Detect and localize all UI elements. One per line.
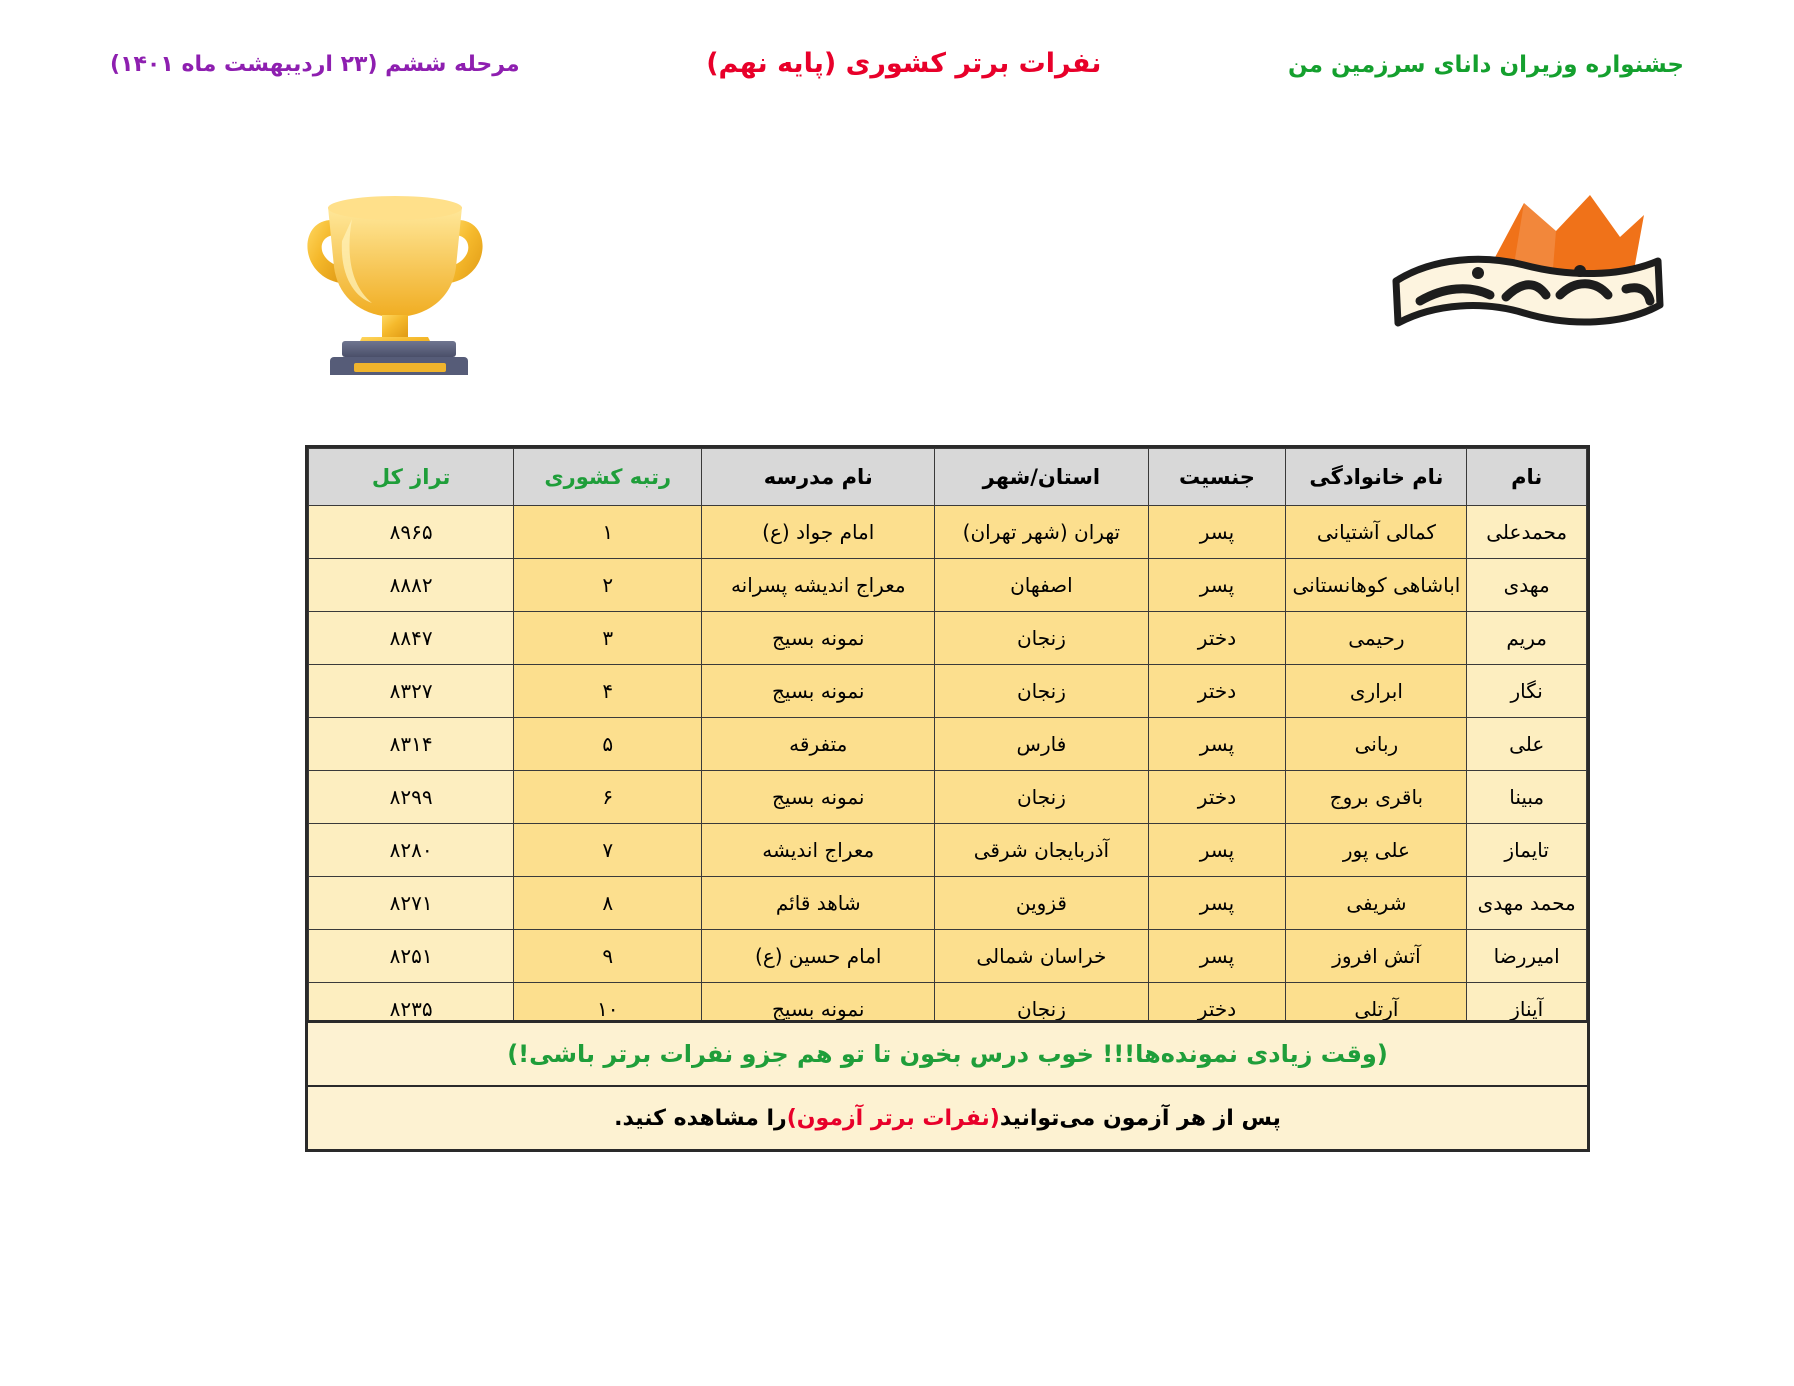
notes-box (305, 1020, 1590, 1152)
cell-name: مبینا (1467, 771, 1587, 824)
cell-rank: ۶ (514, 771, 702, 824)
vaziran-dana-logo-icon (1374, 185, 1674, 375)
cell-school: متفرقه (702, 718, 935, 771)
cell-province: اصفهان (935, 559, 1148, 612)
cell-gender: دختر (1148, 665, 1286, 718)
cell-rank: ۱۰ (514, 983, 702, 1036)
cell-school: شاهد قائم (702, 877, 935, 930)
cell-gender: پسر (1148, 930, 1286, 983)
table-row (309, 612, 1587, 665)
table-row (309, 559, 1587, 612)
cell-score: ۸۹۶۵ (309, 506, 514, 559)
cell-school: نمونه بسیج (702, 983, 935, 1036)
top-students-table-container (305, 445, 1590, 1039)
cell-gender: پسر (1148, 824, 1286, 877)
cell-name: محمد مهدی (1467, 877, 1587, 930)
cell-province: تهران (شهر تهران) (935, 506, 1148, 559)
trophy-icon (280, 175, 510, 375)
cell-score: ۸۳۲۷ (309, 665, 514, 718)
table-row (309, 930, 1587, 983)
cell-name: محمدعلی (1467, 506, 1587, 559)
cell-gender: دختر (1148, 771, 1286, 824)
cell-province: زنجان (935, 771, 1148, 824)
column-header-name: نام (1467, 449, 1587, 506)
cell-name: آیناز (1467, 983, 1587, 1036)
cell-score: ۸۲۵۱ (309, 930, 514, 983)
cell-family: باقری بروج (1286, 771, 1467, 824)
note-highlight: (نفرات برتر آزمون) (786, 1105, 1000, 1131)
cell-school: امام جواد (ع) (702, 506, 935, 559)
cell-family: کمالی آشتیانی (1286, 506, 1467, 559)
cell-name: نگار (1467, 665, 1587, 718)
table-body (309, 506, 1587, 1036)
trophy-illustration (280, 175, 510, 375)
column-header-rank: رتبه کشوری (514, 449, 702, 506)
column-header-family: نام خانوادگی (1286, 449, 1467, 506)
cell-gender: پسر (1148, 559, 1286, 612)
table-row (309, 877, 1587, 930)
column-header-score: تراز کل (309, 449, 514, 506)
cell-family: علی پور (1286, 824, 1467, 877)
cell-province: زنجان (935, 983, 1148, 1036)
brand-logo (1374, 185, 1674, 375)
cell-rank: ۵ (514, 718, 702, 771)
cell-province: خراسان شمالی (935, 930, 1148, 983)
cell-school: نمونه بسیج (702, 612, 935, 665)
cell-score: ۸۳۱۴ (309, 718, 514, 771)
note-text-before: پس از هر آزمون می‌توانید (999, 1105, 1281, 1131)
cell-province: قزوین (935, 877, 1148, 930)
cell-name: علی (1467, 718, 1587, 771)
cell-name: امیررضا (1467, 930, 1587, 983)
festival-title: جشنواره وزیران دانای سرزمین من (1288, 52, 1684, 78)
cell-score: ۸۲۳۵ (309, 983, 514, 1036)
column-header-gender: جنسیت (1148, 449, 1286, 506)
table-header-row (309, 449, 1587, 506)
table-row (309, 718, 1587, 771)
page-title: نفرات برتر کشوری (پایه نهم) (706, 48, 1102, 79)
cell-rank: ۳ (514, 612, 702, 665)
column-header-province: استان/شهر (935, 449, 1148, 506)
cell-family: آتش افروز (1286, 930, 1467, 983)
top-students-table (308, 448, 1587, 1036)
cell-name: تایماز (1467, 824, 1587, 877)
cell-score: ۸۲۹۹ (309, 771, 514, 824)
cell-school: نمونه بسیج (702, 771, 935, 824)
cell-score: ۸۸۴۷ (309, 612, 514, 665)
table-row (309, 665, 1587, 718)
cell-name: مریم (1467, 612, 1587, 665)
cell-school: معراج اندیشه پسرانه (702, 559, 935, 612)
cell-school: معراج اندیشه (702, 824, 935, 877)
cell-family: رحیمی (1286, 612, 1467, 665)
cell-score: ۸۲۷۱ (309, 877, 514, 930)
cell-family: ابراری (1286, 665, 1467, 718)
cell-gender: دختر (1148, 983, 1286, 1036)
cell-gender: پسر (1148, 506, 1286, 559)
column-header-school: نام مدرسه (702, 449, 935, 506)
cell-rank: ۹ (514, 930, 702, 983)
cell-school: امام حسین (ع) (702, 930, 935, 983)
motivation-note: (وقت زیادی نمونده‌ها!!! خوب درس بخون تا تو هم جزو نفرات برتر باشی!) (308, 1023, 1587, 1087)
cell-rank: ۴ (514, 665, 702, 718)
cell-score: ۸۲۸۰ (309, 824, 514, 877)
cell-family: شریفی (1286, 877, 1467, 930)
cell-province: فارس (935, 718, 1148, 771)
table-row (309, 506, 1587, 559)
cell-province: زنجان (935, 612, 1148, 665)
page-header (0, 48, 1794, 112)
cell-province: زنجان (935, 665, 1148, 718)
cell-family: آرتلی (1286, 983, 1467, 1036)
cell-rank: ۱ (514, 506, 702, 559)
cell-rank: ۷ (514, 824, 702, 877)
cell-gender: پسر (1148, 877, 1286, 930)
table-header (309, 449, 1587, 506)
cell-family: اباشاهی کوهانستانی (1286, 559, 1467, 612)
cell-gender: پسر (1148, 718, 1286, 771)
cell-family: ربانی (1286, 718, 1467, 771)
cell-rank: ۸ (514, 877, 702, 930)
cell-gender: دختر (1148, 612, 1286, 665)
table-row (309, 824, 1587, 877)
cell-province: آذربایجان شرقی (935, 824, 1148, 877)
cell-rank: ۲ (514, 559, 702, 612)
exam-results-note (308, 1087, 1587, 1149)
cell-school: نمونه بسیج (702, 665, 935, 718)
note-text-after: را مشاهده کنید. (614, 1105, 787, 1131)
cell-score: ۸۸۸۲ (309, 559, 514, 612)
table-row (309, 771, 1587, 824)
stage-date-label: مرحله ششم (۲۳ اردیبهشت ماه ۱۴۰۱) (110, 52, 520, 77)
cell-name: مهدی (1467, 559, 1587, 612)
